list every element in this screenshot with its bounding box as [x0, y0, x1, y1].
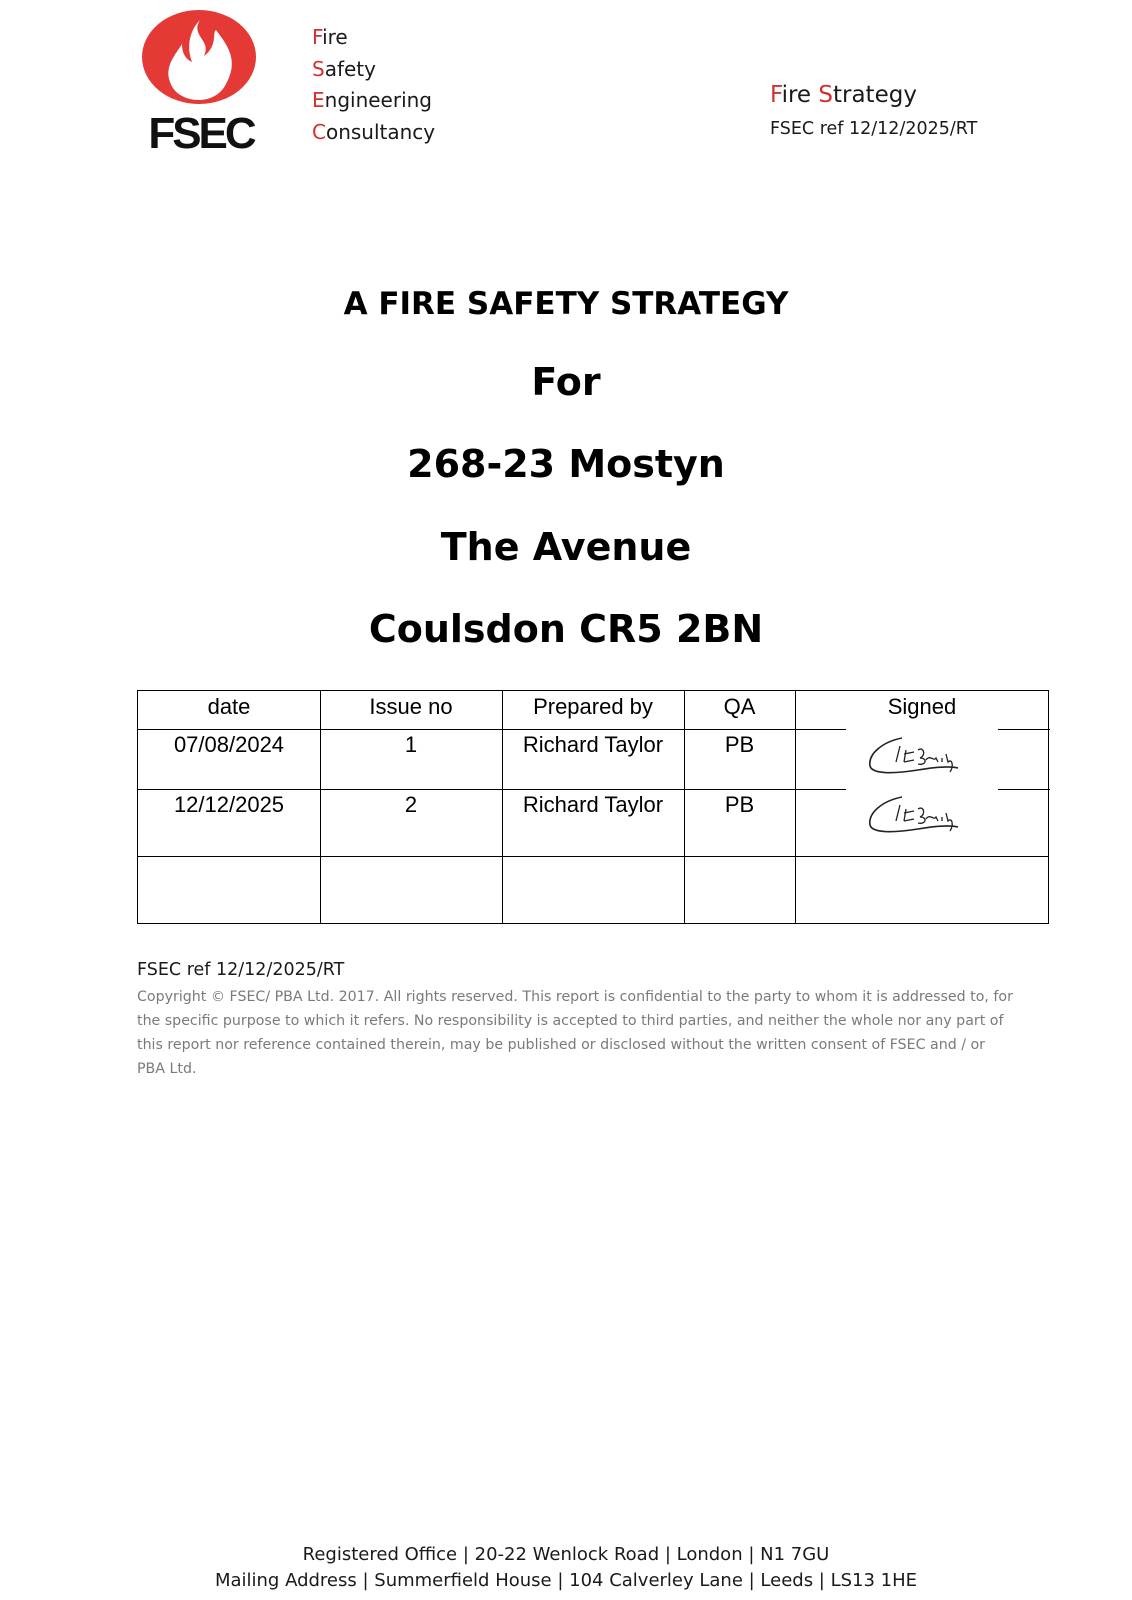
row2-issue-no: 2	[404, 792, 418, 817]
title-for: For	[531, 360, 601, 404]
header-signed: Signed	[887, 694, 957, 719]
flame-icon	[142, 10, 256, 104]
row2-qa: PB	[724, 792, 755, 817]
document-reference: FSEC ref 12/12/2025/RT	[137, 960, 345, 980]
row2-prepared-by: Richard Taylor	[522, 792, 664, 817]
header-reference: FSEC ref 12/12/2025/RT	[770, 119, 978, 139]
address-line-1: 268-23 Mostyn	[407, 442, 725, 486]
document-type: Fire Strategy	[770, 82, 917, 108]
footer-mailing-address: Mailing Address | Summerfield House | 104 Calverley Lane | Leeds | LS13 1HE	[214, 1570, 918, 1591]
firm-line-fire: Fire	[312, 25, 348, 49]
header-issue-no: Issue no	[369, 694, 453, 719]
header-qa: QA	[723, 694, 756, 719]
row1-date: 07/08/2024	[173, 732, 285, 757]
header-date: date	[207, 694, 251, 719]
row2-signature	[862, 791, 962, 837]
issue-table	[137, 690, 1049, 924]
row1-issue-no: 1	[404, 732, 418, 757]
firm-line-safety: Safety	[312, 56, 376, 81]
firm-name	[312, 22, 435, 148]
fsec-logo	[136, 8, 266, 158]
firm-line-engineering: Engineering	[312, 88, 433, 112]
row2-date: 12/12/2025	[173, 792, 285, 817]
header-prepared-by: Prepared by	[533, 694, 653, 719]
logo-wordmark: FSEC	[148, 109, 254, 158]
row1-signature	[862, 732, 962, 778]
copyright-notice: Copyright © FSEC/ PBA Ltd. 2017. All rights reserved. This report is confidential to the party to whom it is addressed to, for the specific purpose to which it refers. No responsibility is accepted to third parties, and neither the whole nor any part of this report nor reference contained therein, may be published or disclosed without the written consent of FSEC and / or PBA Ltd.	[137, 989, 1013, 1077]
address-line-3: Coulsdon CR5 2BN	[368, 607, 764, 651]
firm-line-consultancy: Consultancy	[312, 119, 436, 144]
document-title: A FIRE SAFETY STRATEGY	[343, 286, 789, 322]
footer-registered-office: Registered Office | 20-22 Wenlock Road | London | N1 7GU	[302, 1544, 830, 1565]
address-line-2: The Avenue	[440, 525, 692, 569]
row1-prepared-by: Richard Taylor	[522, 732, 664, 757]
row1-qa: PB	[724, 732, 755, 757]
